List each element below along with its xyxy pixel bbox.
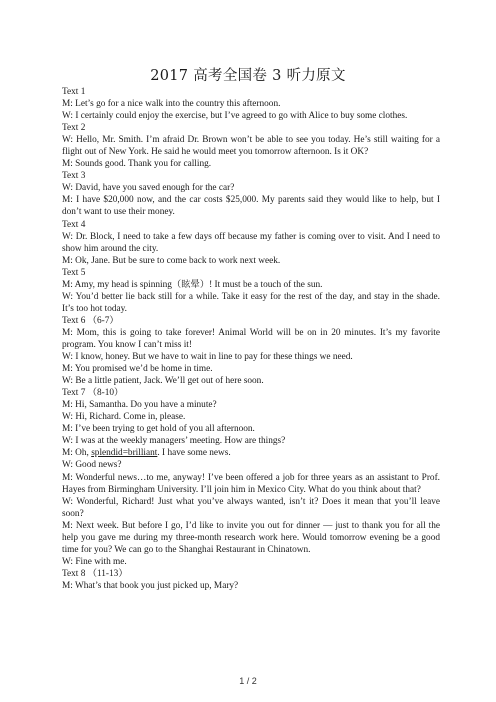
paragraph-text: . I have some news. — [157, 448, 231, 459]
paragraph: W: Be a little patient, Jack. We’ll get out of here soon. — [62, 376, 264, 387]
paragraph: W: I was at the weekly managers’ meeting. How are things? — [62, 436, 286, 447]
paragraph: M: Mom, this is going to take forever! Animal World will be on in 20 minutes. It’s my favorite program. You know I can’t miss it! — [62, 327, 440, 350]
paragraph: W: I certainly could enjoy the exercise, but I’ve agreed to go with Alice to buy some clothes. — [62, 111, 408, 122]
paragraph: Text 3 — [62, 171, 86, 182]
paragraph: Text 5 — [62, 267, 86, 278]
paragraph: M: Wonderful news…to me, anyway! I’ve been offered a job for three years as an assistant to Prof. Hayes from Birmingham University. I’ll join him in Mexico City. What do you think about that? — [62, 472, 440, 495]
paragraph-text: M: Oh, — [62, 448, 92, 459]
page-number: 1 / 2 — [239, 676, 257, 686]
paragraph: W: Fine with me. — [62, 556, 127, 567]
paragraph: Text 7 （8-10） — [62, 388, 124, 399]
paragraph: M: Sounds good. Thank you for calling. — [62, 159, 212, 170]
underlined-phrase: splendid=brilliant — [91, 448, 158, 459]
document-body — [62, 86, 440, 592]
paragraph: M: Amy, my head is spinning（眩晕）! It must be a touch of the sun. — [62, 279, 323, 290]
page-title: 2017 高考全国卷 3 听力原文 — [150, 68, 346, 84]
paragraph: Text 1 — [62, 87, 86, 97]
paragraph: M: I’ve been trying to get hold of you all afternoon. — [62, 424, 255, 435]
paragraph: M: What’s that book you just picked up, Mary? — [62, 580, 239, 591]
paragraph: W: I know, honey. But we have to wait in line to pay for these things we need. — [62, 352, 353, 363]
paragraph: W: You’d better lie back still for a while. Take it easy for the rest of the day, and stay in the shade. It’s too hot today. — [62, 291, 440, 314]
paragraph: W: Hello, Mr. Smith. I’m afraid Dr. Brown won’t be able to see you today. He’s still waiting for a flight out of New York. He said he would meet you tomorrow afternoon. Is it OK? — [62, 135, 440, 158]
paragraph: Text 6 （6-7） — [62, 315, 119, 326]
paragraph: M: Hi, Samantha. Do you have a minute? — [62, 400, 217, 411]
paragraph: M: Ok, Jane. But be sure to come back to work next week. — [62, 255, 281, 266]
paragraph: Text 4 — [62, 219, 86, 230]
paragraph: W: Dr. Block, I need to take a few days off because my father is coming over to visit. And I need to show him around the city. — [62, 231, 440, 254]
paragraph: M: You promised we’d be home in time. — [62, 364, 213, 375]
paragraph — [62, 447, 440, 459]
paragraph: M: Let’s go for a nice walk into the country this afternoon. — [62, 99, 281, 110]
paragraph: W: Good news? — [62, 460, 122, 471]
paragraph: W: David, have you saved enough for the car? — [62, 183, 235, 194]
paragraph: Text 8 （11-13） — [62, 568, 128, 579]
paragraph: W: Hi, Richard. Come in, please. — [62, 412, 186, 423]
paragraph: Text 2 — [62, 123, 86, 134]
paragraph: W: Wonderful, Richard! Just what you’ve always wanted, isn’t it? Does it mean that you’ll leave soon? — [62, 496, 440, 519]
paragraph: M: I have $20,000 now, and the car costs $25,000. My parents said they would like to help, but I don’t want to use their money. — [62, 195, 440, 218]
paragraph: M: Next week. But before I go, I’d like to invite you out for dinner — just to thank you for all the help you gave me during my three-month research work here. Would tomorrow evening be a good time for you? We can go to the Shanghai Restaurant in Chinatown. — [62, 520, 440, 555]
